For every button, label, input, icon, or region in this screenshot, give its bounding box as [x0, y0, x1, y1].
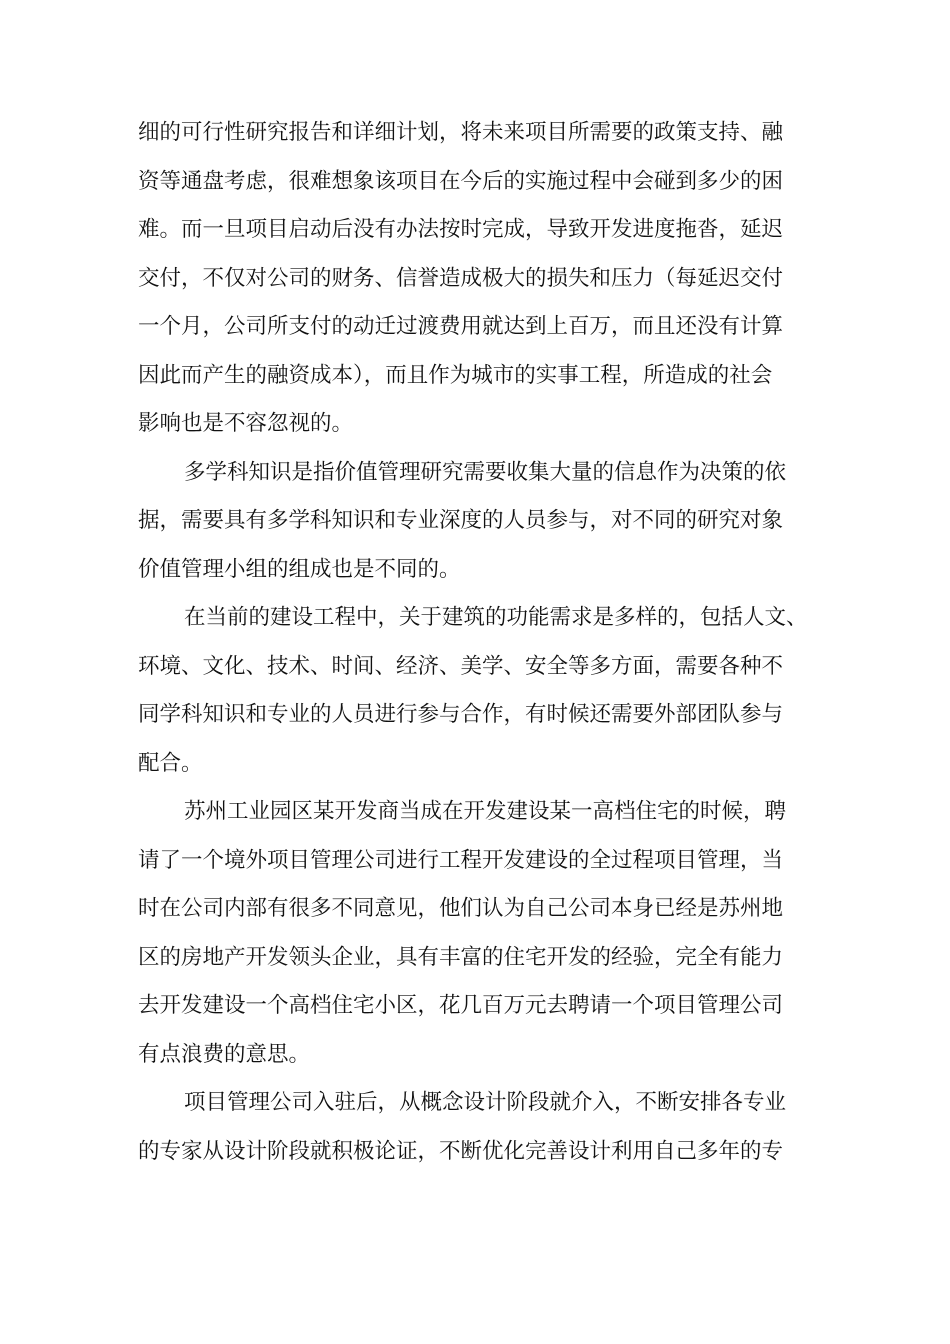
paragraph-line: 在当前的建设工程中，关于建筑的功能需求是多样的，包括人文、	[184, 605, 808, 630]
paragraph-line: 一个月，公司所支付的动迁过渡费用就达到上百万，而且还没有计算	[138, 314, 784, 339]
paragraph-line: 有点浪费的意思。	[138, 1041, 311, 1067]
paragraph-line: 价值管理小组的组成也是不同的。	[138, 556, 461, 582]
paragraph-line: 细的可行性研究报告和详细计划，将未来项目所需要的政策支持、融	[138, 120, 784, 145]
paragraph-line: 时在公司内部有很多不同意见，他们认为自己公司本身已经是苏州地	[138, 896, 784, 921]
paragraph-line: 的专家从设计阶段就积极论证，不断优化完善设计利用自己多年的专	[138, 1138, 784, 1164]
paragraph-line: 难。而一旦项目启动后没有办法按时完成，导致开发进度拖沓，延迟	[138, 217, 784, 242]
paragraph-line: 同学科知识和专业的人员进行参与合作，有时候还需要外部团队参与	[138, 702, 784, 727]
paragraph-line: 环境、文化、技术、时间、经济、美学、安全等多方面，需要各种不	[138, 653, 784, 679]
paragraph-line: 去开发建设一个高档住宅小区，花几百万元去聘请一个项目管理公司	[138, 993, 784, 1018]
paragraph-line: 影响也是不容忽视的。	[138, 411, 354, 436]
paragraph-line: 多学科知识是指价值管理研究需要收集大量的信息作为决策的依	[184, 459, 787, 485]
paragraph-line: 据，需要具有多学科知识和专业深度的人员参与，对不同的研究对象	[138, 508, 784, 533]
document-body	[138, 109, 828, 1176]
paragraph-line: 资等通盘考虑，很难想象该项目在今后的实施过程中会碰到多少的困	[138, 168, 784, 194]
paragraph-line: 苏州工业园区某开发商当成在开发建设某一高档住宅的时候，聘	[184, 799, 787, 824]
paragraph-line: 区的房地产开发领头企业，具有丰富的住宅开发的经验，完全有能力	[138, 944, 784, 970]
paragraph-line: 因此而产生的融资成本），而且作为城市的实事工程，所造成的社会	[138, 362, 773, 388]
paragraph-line: 请了一个境外项目管理公司进行工程开发建设的全过程项目管理，当	[138, 847, 784, 873]
paragraph-line: 项目管理公司入驻后，从概念设计阶段就介入，不断安排各专业	[184, 1090, 787, 1115]
paragraph-line: 交付，不仅对公司的财务、信誉造成极大的损失和压力（每延迟交付	[138, 265, 784, 291]
paragraph-line: 配合。	[138, 750, 203, 776]
